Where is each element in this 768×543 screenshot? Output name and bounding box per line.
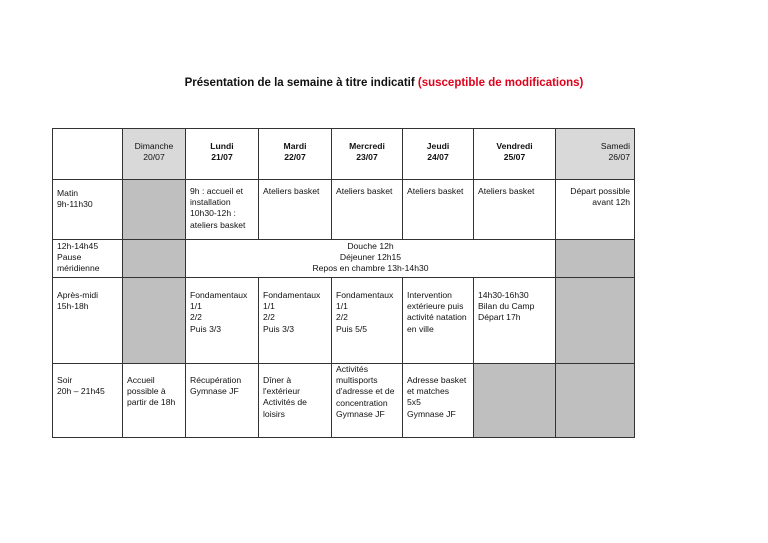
header-lundi: Lundi 21/07 [186,129,259,180]
page-title [0,77,768,89]
row-soir [53,364,635,438]
header-jeudi: Jeudi 24/07 [403,129,474,180]
cell-aprem-mardi: Fondamentaux 1/1 2/2 Puis 3/3 [259,278,332,364]
cell-aprem-samedi [556,278,635,364]
cell-matin-mercredi: Ateliers basket [332,180,403,240]
row-aprem [53,278,635,364]
row-label-midi: 12h-14h45 Pause méridienne [53,240,123,278]
cell-aprem-vendredi: 14h30-16h30 Bilan du Camp Départ 17h [474,278,556,364]
header-row [53,129,635,180]
cell-soir-mercredi: Activités multisports d'adresse et de concentration Gymnase JF [332,364,403,438]
row-midi [53,240,635,278]
cell-soir-samedi [556,364,635,438]
row-label-matin: Matin 9h-11h30 [53,180,123,240]
header-vendredi: Vendredi 25/07 [474,129,556,180]
cell-midi-samedi [556,240,635,278]
cell-aprem-lundi: Fondamentaux 1/1 2/2 Puis 3/3 [186,278,259,364]
header-dimanche: Dimanche 20/07 [123,129,186,180]
title-main: Présentation de la semaine à titre indicatif [184,77,418,89]
cell-soir-mardi: Dîner à l'extérieur Activités de loisirs [259,364,332,438]
header-mardi: Mardi 22/07 [259,129,332,180]
cell-matin-jeudi: Ateliers basket [403,180,474,240]
cell-midi-merged: Douche 12h Déjeuner 12h15 Repos en chambre 13h-14h30 [186,240,556,278]
row-label-soir: Soir 20h – 21h45 [53,364,123,438]
cell-matin-dimanche [123,180,186,240]
schedule-table [52,128,635,438]
cell-soir-vendredi [474,364,556,438]
cell-matin-vendredi: Ateliers basket [474,180,556,240]
cell-soir-lundi: Récupération Gymnase JF [186,364,259,438]
title-note: (susceptible de modifications) [417,77,584,89]
header-mercredi: Mercredi 23/07 [332,129,403,180]
cell-aprem-mercredi: Fondamentaux 1/1 2/2 Puis 5/5 [332,278,403,364]
row-label-aprem: Après-midi 15h-18h [53,278,123,364]
cell-midi-dimanche [123,240,186,278]
cell-matin-samedi: Départ possible avant 12h [556,180,635,240]
corner-cell [53,129,123,180]
cell-aprem-dimanche [123,278,186,364]
cell-matin-lundi: 9h : accueil et installation 10h30-12h : ateliers basket [186,180,259,240]
cell-aprem-jeudi: Intervention extérieure puis activité natation en ville [403,278,474,364]
row-matin [53,180,635,240]
header-samedi: Samedi 26/07 [556,129,635,180]
cell-soir-jeudi: Adresse basket et matches 5x5 Gymnase JF [403,364,474,438]
cell-soir-dimanche: Accueil possible à partir de 18h [123,364,186,438]
cell-matin-mardi: Ateliers basket [259,180,332,240]
